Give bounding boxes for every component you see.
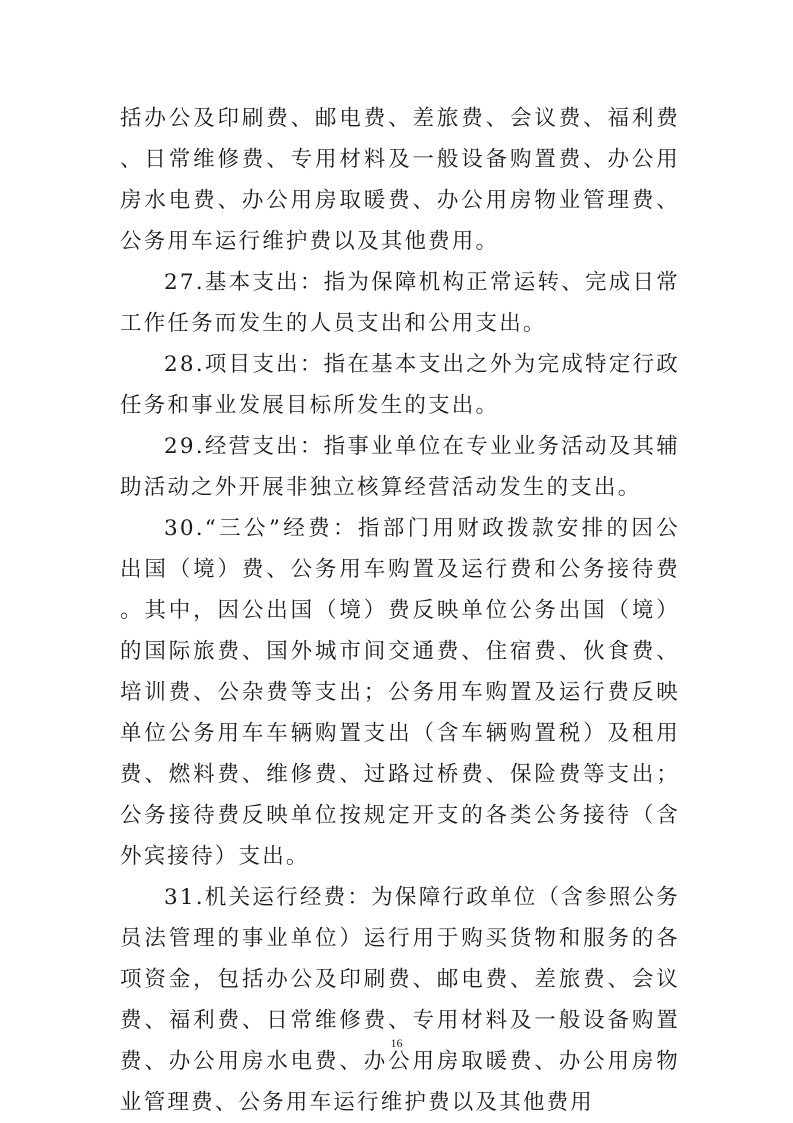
paragraph-31-agency-operating-funds: 31.机关运行经费：为保障行政单位（含参照公务员法管理的事业单位）运行用于购买货物和服务的各项资金，包括办公及印刷费、邮电费、差旅费、会议费、福利费、日常维修费、专用材料及一般设备购置费、办公用房水电费、办公用房取暖费、办公用房物业管理费、公务用车运行维护费以及其他费用 bbox=[120, 885, 680, 1115]
paragraph-29-operating-expenditure: 29.经营支出：指事业单位在专业业务活动及其辅助活动之外开展非独立核算经营活动发生的支出。 bbox=[120, 434, 680, 500]
page-number: 16 bbox=[390, 1036, 403, 1050]
paragraph-continuation: 括办公及印刷费、邮电费、差旅费、会议费、福利费、日常维修费、专用材料及一般设备购置费、办公用房水电费、办公用房取暖费、办公用房物业管理费、公务用车运行维护费以及其他费用。 bbox=[120, 106, 680, 254]
paragraph-28-project-expenditure: 28.项目支出：指在基本支出之外为完成特定行政任务和事业发展目标所发生的支出。 bbox=[120, 352, 680, 418]
paragraph-27-basic-expenditure: 27.基本支出：指为保障机构正常运转、完成日常工作任务而发生的人员支出和公用支出。 bbox=[120, 270, 680, 336]
paragraph-30-three-public-expenses: 30.“三公”经费：指部门用财政拨款安排的因公出国（境）费、公务用车购置及运行费和公务接待费。其中，因公出国（境）费反映单位公务出国（境）的国际旅费、国外城市间交通费、住宿费、伙食费、培训费、公杂费等支出；公务用车购置及运行费反映单位公务用车车辆购置支出（含车辆购置税）及租用费、燃料费、维修费、过路过桥费、保险费等支出；公务接待费反映单位按规定开支的各类公务接待（含外宾接待）支出。 bbox=[120, 516, 680, 869]
document-body bbox=[120, 98, 680, 1123]
